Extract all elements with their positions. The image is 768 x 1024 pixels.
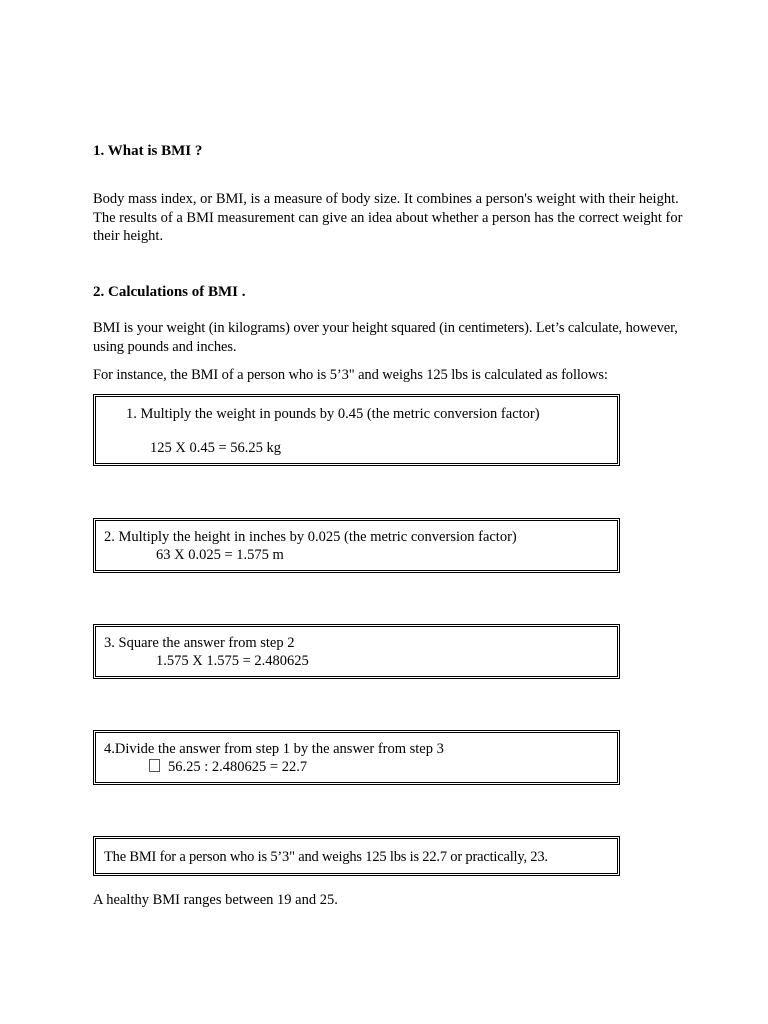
step-1-calculation: 125 X 0.45 = 56.25 kg	[150, 440, 282, 456]
step-2-title: 2. Multiply the height in inches by 0.025 (the metric conversion factor)	[104, 529, 517, 545]
step-4-title: 4.Divide the answer from step 1 by the answer from step 3	[104, 741, 444, 757]
section-2-heading: 2. Calculations of BMI .	[93, 284, 246, 300]
healthy-range-note: A healthy BMI ranges between 19 and 25.	[93, 892, 338, 908]
result-box	[93, 836, 620, 876]
step-2-calculation: 63 X 0.025 = 1.575 m	[156, 547, 284, 563]
step-1-title: 1. Multiply the weight in pounds by 0.45 (the metric conversion factor)	[126, 406, 540, 422]
bmi-definition-paragraph: Body mass index, or BMI, is a measure of body size. It combines a person's weight with their height. The results of a BMI measurement can give an idea about whether a person has the correct weight for their height.	[93, 191, 683, 244]
step-1-box	[93, 394, 620, 466]
bmi-formula-paragraph: BMI is your weight (in kilograms) over your height squared (in centimeters). Let’s calculate, however, using pounds and inches.	[93, 320, 678, 355]
placeholder-glyph-icon	[149, 759, 160, 772]
step-3-calculation: 1.575 X 1.575 = 2.480625	[156, 653, 309, 669]
result-text: The BMI for a person who is 5’3" and weighs 125 lbs is 22.7 or practically, 23.	[104, 849, 548, 865]
example-intro-paragraph: For instance, the BMI of a person who is 5’3" and weighs 125 lbs is calculated as follows:	[93, 367, 608, 383]
step-4-box	[93, 730, 620, 785]
step-3-box	[93, 624, 620, 679]
section-1-heading: 1. What is BMI ?	[93, 143, 203, 159]
step-3-title: 3. Square the answer from step 2	[104, 635, 295, 651]
step-2-box	[93, 518, 620, 573]
step-4-calculation: 56.25 : 2.480625 = 22.7	[168, 759, 308, 775]
step-4-calculation-line	[104, 758, 609, 776]
